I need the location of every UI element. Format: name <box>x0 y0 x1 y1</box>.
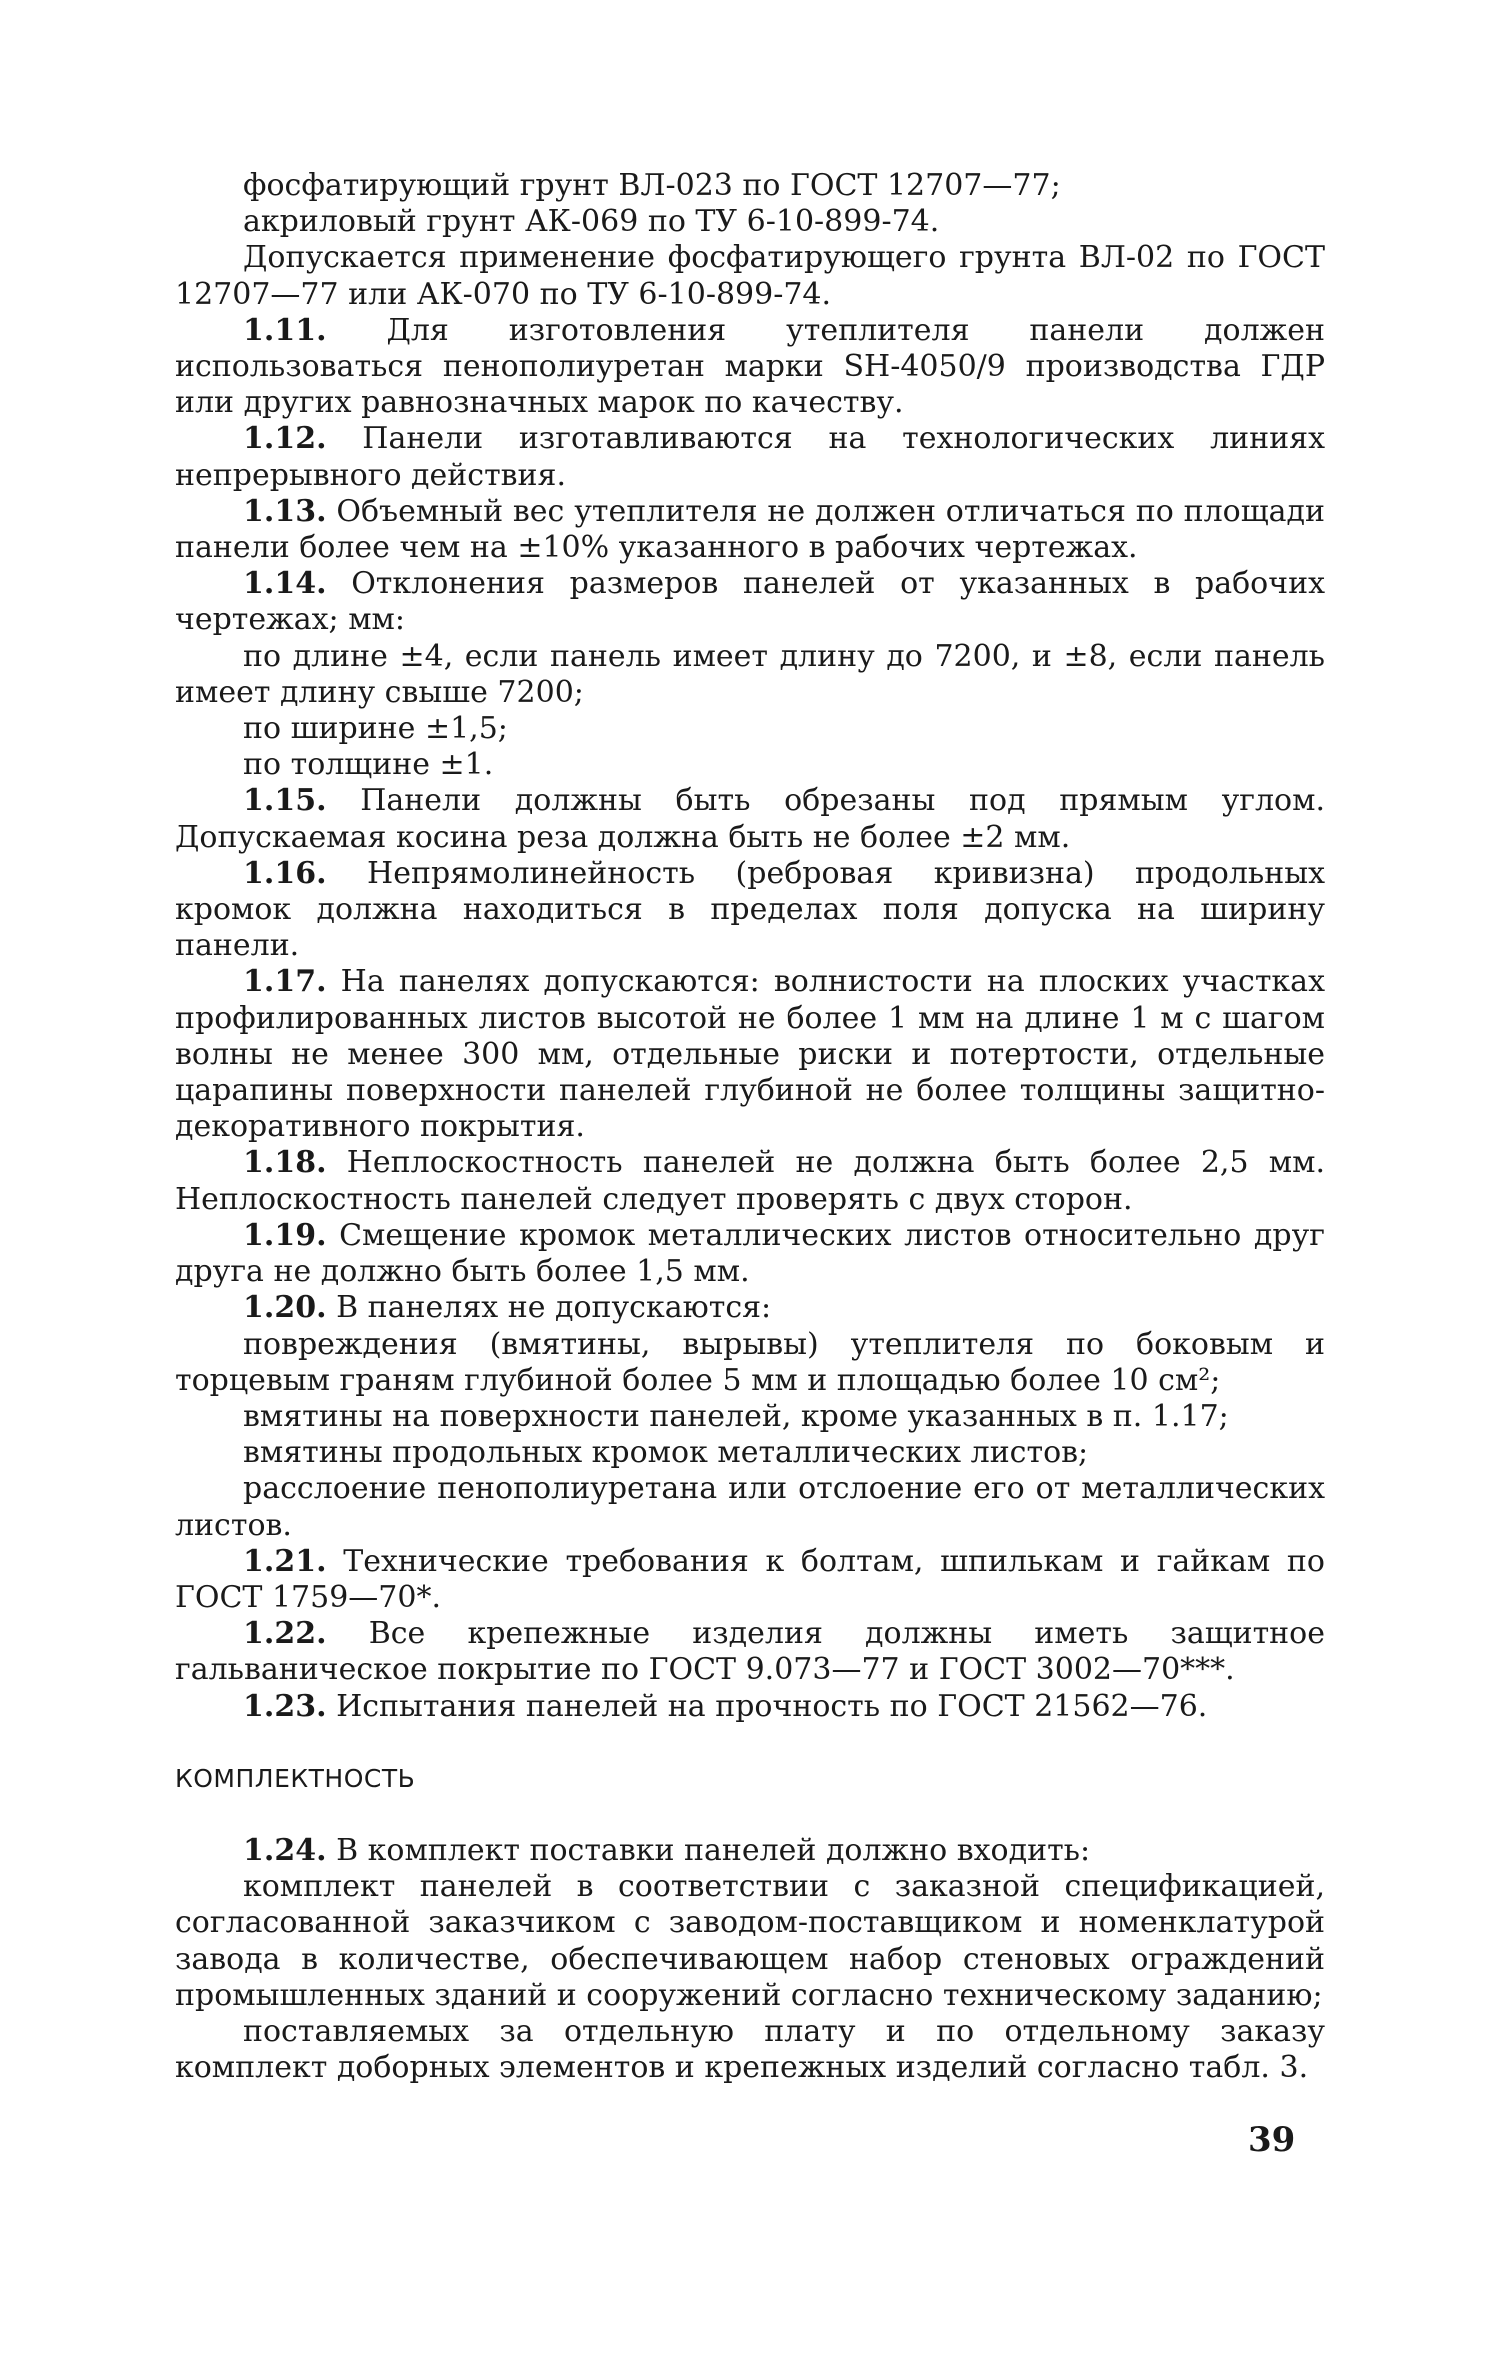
clause-1-11 <box>175 313 1325 422</box>
clause-1-15 <box>175 783 1325 855</box>
clause-item: вмятины продольных кромок металлических листов; <box>243 1435 1089 1471</box>
clause-1-18 <box>175 1145 1325 1217</box>
clause-item: по длине ±4, если панель имеет длину до 7200, и ±8, если панель имеет длину свыше 7200; <box>175 638 1325 710</box>
clause-number: 1.18. <box>243 1145 327 1181</box>
clause-number: 1.11. <box>243 312 327 348</box>
clause-number: 1.12. <box>243 421 327 457</box>
clause-item: по ширине ±1,5; <box>243 711 508 747</box>
clause-number: 1.15. <box>243 783 327 819</box>
clause-number: 1.13. <box>243 493 327 529</box>
clause-item: по толщине ±1. <box>243 747 494 783</box>
clause-1-23 <box>175 1689 1325 1725</box>
clause-item: вмятины на поверхности панелей, кроме указанных в п. 1.17; <box>243 1398 1229 1434</box>
clause-number: 1.17. <box>243 964 327 1000</box>
clause-1-13 <box>175 494 1325 566</box>
clause-number: 1.24. <box>243 1832 327 1868</box>
clause-number: 1.16. <box>243 855 327 891</box>
clause-text: Неплоскостность панелей не должна быть более 2,5 мм. Неплоскостность панелей следует проверять с двух сторон. <box>175 1145 1325 1217</box>
clause-item: повреждения (вмятины, вырывы) утеплителя по боковым и торцевым граням глубиной более 5 мм и площадью более 10 см²; <box>175 1326 1325 1398</box>
clause-item: поставляемых за отдельную плату и по отдельному заказу комплект доборных элементов и крепежных изделий согласно табл. 3. <box>175 2013 1325 2086</box>
paragraph: акриловый грунт АК-069 по ТУ 6-10-899-74. <box>243 204 940 240</box>
paragraph: фосфатирующий грунт ВЛ-023 по ГОСТ 12707—77; <box>243 168 1061 203</box>
clause-text: Панели изготавливаются на технологических линиях непрерывного действия. <box>175 421 1325 493</box>
clause-number: 1.14. <box>243 566 327 602</box>
clause-1-12 <box>175 421 1325 493</box>
clause-text: В комплект поставки панелей должно входить: <box>336 1832 1091 1868</box>
clause-text: Все крепежные изделия должны иметь защитное гальваническое покрытие по ГОСТ 9.073—77 и ГОСТ 3002—70***. <box>175 1616 1325 1688</box>
clause-item: расслоение пенополиуретана или отслоение его от металлических листов. <box>175 1471 1325 1543</box>
clause-item: комплект панелей в соответствии с заказной спецификацией, согласованной заказчиком с заводом-поставщиком и номенклатурой завода в количестве, обеспечивающем набор стеновых ограждений промышленных зданий и сооружений согласно техническому заданию; <box>175 1869 1325 2013</box>
clause-number: 1.19. <box>243 1217 327 1253</box>
paragraph: Допускается применение фосфатирующего грунта ВЛ-02 по ГОСТ 12707—77 или АК-070 по ТУ 6-10-899-74. <box>175 240 1325 312</box>
clause-1-22 <box>175 1616 1325 1688</box>
page-number: 39 <box>1248 2120 1296 2160</box>
clause-1-21 <box>175 1544 1325 1616</box>
section-heading: КОМПЛЕКТНОСТЬ <box>175 1763 416 1793</box>
clause-text: Непрямолинейность (ребровая кривизна) продольных кромок должна находиться в пределах поля допуска на ширину панели. <box>175 855 1326 964</box>
clause-text: На панелях допускаются: волнистости на плоских участках профилированных листов высотой не более 1 мм на длине 1 м с шагом волны не менее 300 мм, отдельные риски и потертости, отдельные царапины поверхности панелей глубиной не более толщины защитно-декоративного покрытия. <box>175 964 1325 1145</box>
clause-1-17 <box>175 964 1325 1145</box>
clause-text: Отклонения размеров панелей от указанных в рабочих чертежах; мм: <box>175 566 1325 638</box>
clause-text: В панелях не допускаются: <box>336 1290 772 1326</box>
clause-1-16 <box>175 856 1325 965</box>
clause-number: 1.23. <box>243 1688 327 1724</box>
clause-number: 1.22. <box>243 1616 327 1652</box>
clause-1-20 <box>175 1290 1325 1326</box>
clause-number: 1.21. <box>243 1543 327 1579</box>
clause-text: Смещение кромок металлических листов относительно друг друга не должно быть более 1,5 мм. <box>175 1217 1325 1290</box>
body-text <box>175 168 1325 2086</box>
clause-text: Панели должны быть обрезаны под прямым углом. Допускаемая косина реза должна быть не более ±2 мм. <box>175 783 1325 855</box>
clause-text: Испытания панелей на прочность по ГОСТ 21562—76. <box>336 1688 1208 1724</box>
clause-number: 1.20. <box>243 1290 327 1326</box>
clause-text: Для изготовления утеплителя панели должен использоваться пенополиуретан марки SH-4050/9 производства ГДР или других равнозначных марок по качеству. <box>175 312 1325 421</box>
clause-1-24 <box>175 1833 1325 1869</box>
clause-1-14 <box>175 566 1325 638</box>
clause-1-19 <box>175 1218 1325 1290</box>
clause-text: Технические требования к болтам, шпилькам и гайкам по ГОСТ 1759—70*. <box>175 1543 1325 1615</box>
clause-text: Объемный вес утеплителя не должен отличаться по площади панели более чем на ±10% указанного в рабочих чертежах. <box>175 493 1325 566</box>
